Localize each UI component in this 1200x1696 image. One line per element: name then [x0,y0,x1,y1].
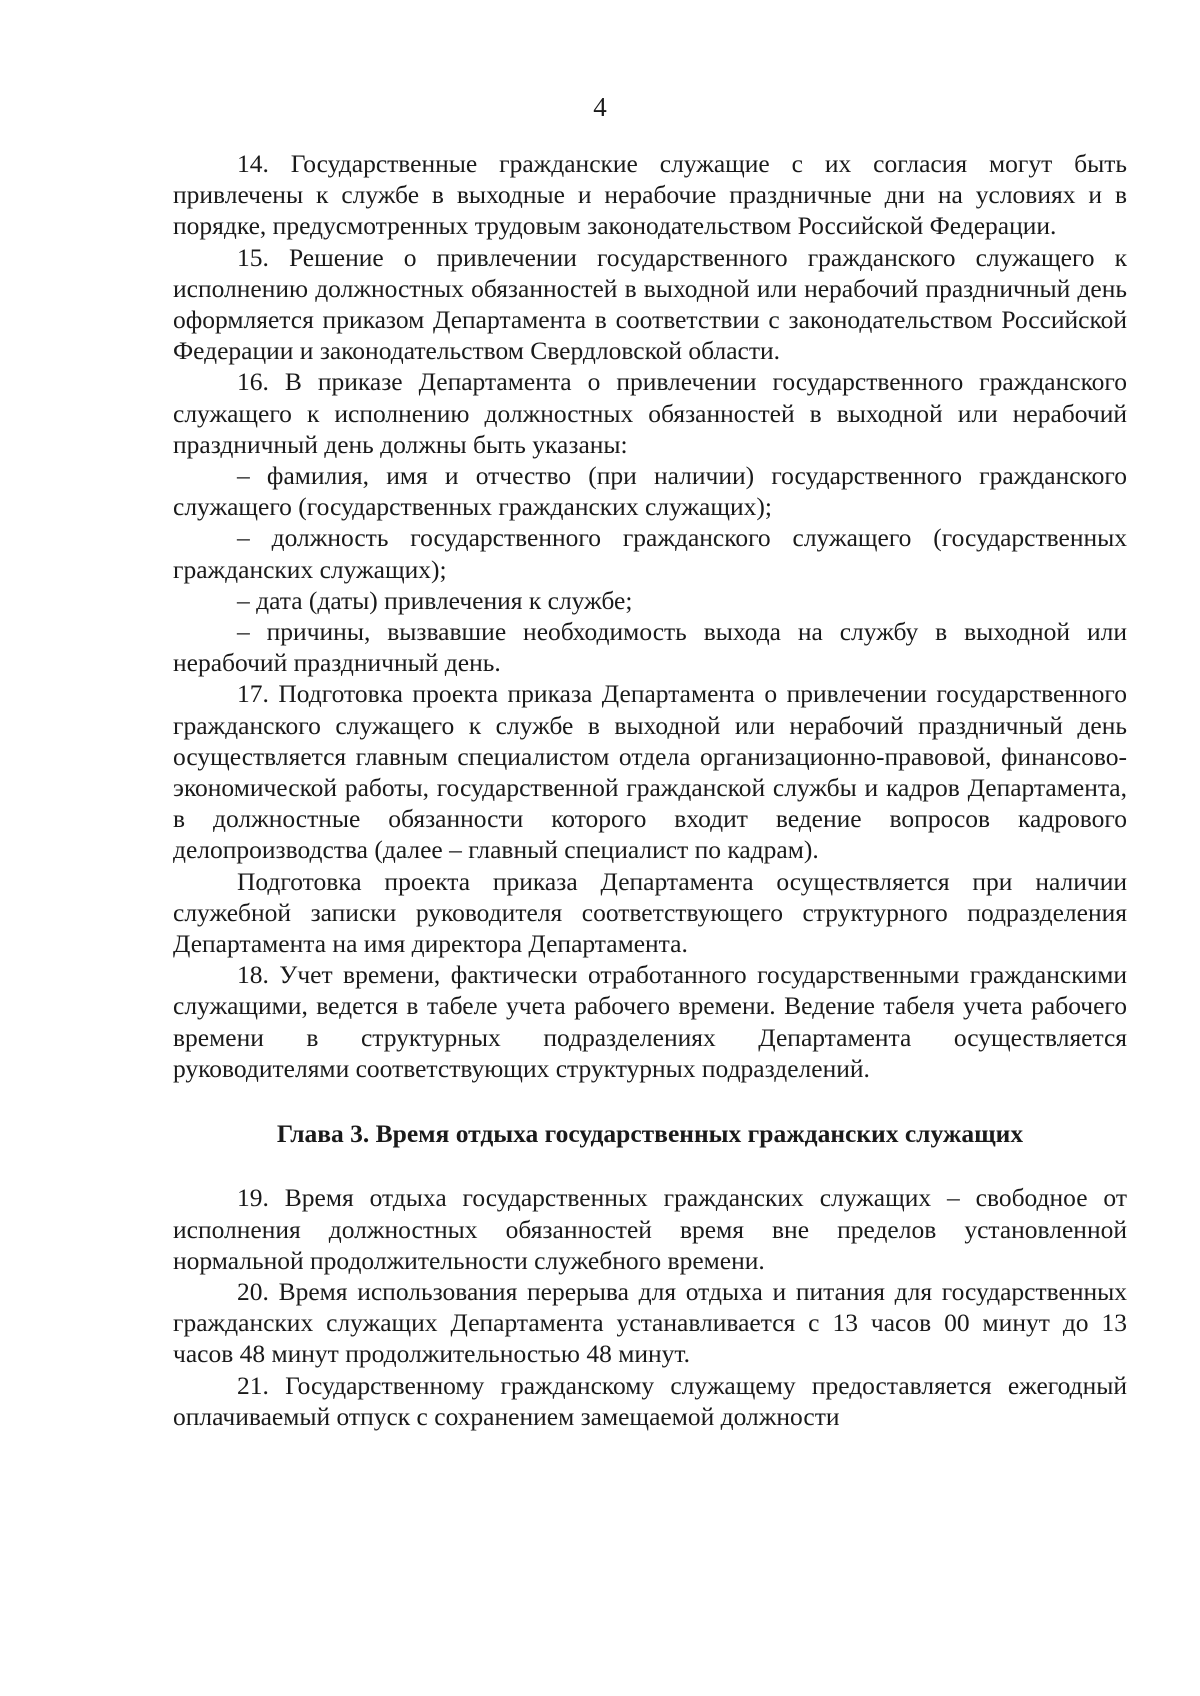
paragraph-18: 18. Учет времени, фактически отработанного государственными гражданскими служащими, ведется в табеле учета рабочего времени. Ведение табеля учета рабочего времени в структурных подразделениях Департамента осуществляется руководителями соответствующих структурных подразделений. [173,960,1127,1083]
chapter-heading: Глава 3. Время отдыха государственных гражданских служащих [276,1119,1024,1149]
paragraph-20: 20. Время использования перерыва для отдыха и питания для государственных гражданских служащих Департамента устанавливается с 13 часов 00 минут до 13 часов 48 минут продолжительностью 48 минут. [173,1276,1127,1369]
paragraph-21: 21. Государственному гражданскому служащему предоставляется ежегодный оплачиваемый отпуск с сохранением замещаемой должности [173,1370,1127,1431]
document-body [173,148,1127,1432]
list-item-reasons: – причины, вызвавшие необходимость выхода на службу в выходной или нерабочий праздничный день. [173,617,1127,678]
page-number: 4 [593,92,607,122]
paragraph-19: 19. Время отдыха государственных гражданских служащих – свободное от исполнения должностных обязанностей время вне пределов установленной нормальной продолжительности служебного времени. [173,1183,1127,1275]
paragraph-16: 16. В приказе Департамента о привлечении государственного гражданского служащего к исполнению должностных обязанностей в выходной или нерабочий праздничный день должны быть указаны: [173,367,1127,459]
paragraph-14: 14. Государственные гражданские служащие с их согласия могут быть привлечены к службе в выходные и нерабочие праздничные дни на условиях и в порядке, предусмотренных трудовым законодательством Российской Федерации. [173,149,1127,241]
paragraph-17: 17. Подготовка проекта приказа Департамента о привлечении государственного гражданского служащего к службе в выходной или нерабочий праздничный день осуществляется главным специалистом отдела организационно-правовой, финансово-экономической работы, государственной гражданской службы и кадров Департамента, в должностные обязанности которого входит ведение вопросов кадрового делопроизводства (далее – главный специалист по кадрам). [173,679,1127,865]
paragraph-17-continuation: Подготовка проекта приказа Департамента осуществляется при наличии служебной записки руководителя соответствующего структурного подразделения Департамента на имя директора Департамента. [173,866,1127,959]
list-item-fio: – фамилия, имя и отчество (при наличии) государственного гражданского служащего (государственных гражданских служащих); [173,461,1127,522]
list-item-position: – должность государственного гражданского служащего (государственных гражданских служащих); [173,523,1127,584]
paragraph-15: 15. Решение о привлечении государственного гражданского служащего к исполнению должностных обязанностей в выходной или нерабочий праздничный день оформляется приказом Департамента в соответствии с законодательством Российской Федерации и законодательством Свердловской области. [173,242,1127,366]
list-item-date: – дата (даты) привлечения к службе; [237,585,633,615]
